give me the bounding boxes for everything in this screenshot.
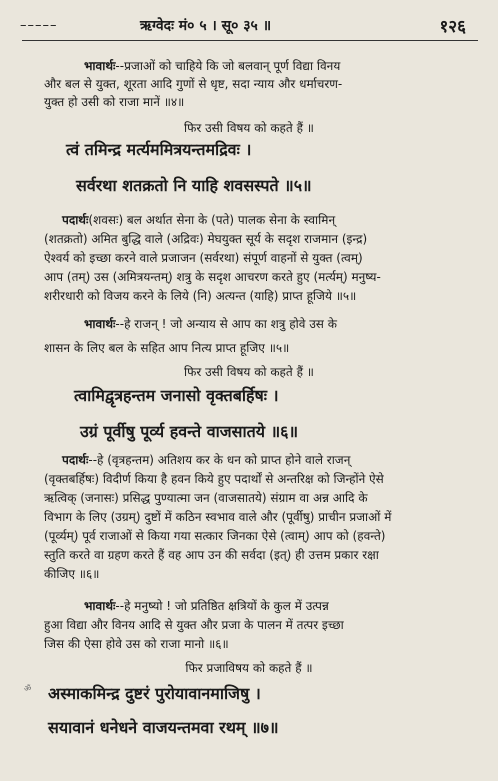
bhavartha-label: भावार्थः [84,59,116,73]
bhavartha-2-line-2: शासन के लिए बल के सहित आप नित्य प्राप्त हूजिए ॥५॥ [44,341,290,355]
padartha-2-line-4: विभाग के लिए (उग्रम्) दुष्टों में कठिन स्वभाव वाले और (पूर्वीषु) प्राचीन प्रजाओं में [44,510,392,524]
padartha-2-line-5: (पूर्व्यम्) पूर्व राजाओं से किया गया सत्कार जिनका ऐसे (त्वाम्) आप को (हवन्ते) [44,529,386,543]
bhavartha-1-line-1: भावार्थः--प्रजाओं को चाहिये कि जो बलवान् पूर्ण विद्या विनय [84,59,341,73]
padartha-2-line-1: पदार्थः--हे (वृत्रहन्तम) अतिशय कर के धन को प्राप्त होने वाले राजन् [62,453,351,467]
mantra-3-line-1: अस्माकमिन्द्र दुष्टरं पुरोयावानमाजिषु । [48,684,261,703]
bhavartha-label: भावार्थः [84,317,116,331]
bhavartha-3-line-1: भावार्थः--हे मनुष्यो ! जो प्रतिष्ठित क्षत्रियों के कुल में उत्पन्न [84,599,329,613]
bhavartha-3-line-3: जिस की ऐसा होवे उस को राजा मानो ॥६॥ [44,637,229,651]
mantra-2-line-2: उग्रं पूर्वीषु पूर्व्य हवन्ते वाजसातये ॥६॥ [80,422,299,441]
mantra-1-line-1: त्वं तमिन्द्र मर्त्यममित्रयन्तमद्रिवः । [66,140,252,159]
padartha-1-line-3: ऐश्वर्य को इच्छा करने वाले प्रजाजन (सर्वरथा) संपूर्ण वाहनों से युक्त (त्वम्) [44,251,363,265]
intro-line-2: फिर उसी विषय को कहते हैं ॥ [184,365,314,379]
padartha-2-line-7: कीजिए ॥६॥ [44,567,100,581]
margin-mark: ॐ [24,684,32,693]
header-dashes: ––––– [20,18,58,33]
mantra-3-line-2: सयावानं धनेधने वाजयन्तमवा रथम् ॥७॥ [48,718,279,737]
bhavartha-3-line-2: हुआ विद्या और विनय आदि से युक्त और प्रजा के पालन में तत्पर इच्छा [44,618,344,632]
header-rule [22,40,478,41]
padartha-label: पदार्थः [62,453,89,467]
bhavartha-2-line-1: भावार्थः--हे राजन् ! जो अन्याय से आप का शत्रु होवे उस के [84,317,337,331]
bhavartha-label: भावार्थः [84,599,116,613]
mantra-1-line-2: सर्वरथा शतक्रतो नि याहि शवसस्पते ॥५॥ [76,176,312,195]
padartha-2-line-3: ऋत्विक् (जनासः) प्रसिद्ध पुण्यात्मा जन (वाजसातये) संग्राम वा अन्न आदि के [44,491,368,505]
padartha-1-line-4: आप (तम्) उस (अमित्रयन्तम्) शत्रु के सदृश आचरण करते हुए (मर्त्यम्) मनुष्य- [44,270,381,284]
mantra-2-line-1: त्वामिद्वृत्रहन्तम जनासो वृक्तबर्हिषः । [74,386,279,405]
padartha-2-line-6: स्तुति करते वा ग्रहण करते हैं वह आप उन की सर्वदा (इत्) ही उत्तम प्रकार रक्षा [44,548,379,562]
padartha-1-line-2: (शतक्रतो) अमित बुद्धि वाले (अद्रिवः) मेघयुक्त सूर्य के सदृश राजमान (इन्द्र) [44,232,368,246]
running-title: ऋग्वेदः मं० ५ । सू० ३५ ॥ [140,18,272,34]
bhavartha-1-line-2: और बल से युक्त, शूरता आदि गुणों से धृष्ट, सदा न्याय और धर्माचरण- [44,77,343,91]
bhavartha-1-line-3: युक्त हो उसी को राजा मानें ॥४॥ [44,95,185,109]
page-number: १२६ [439,17,466,37]
intro-line-1: फिर उसी विषय को कहते हैं ॥ [184,121,314,135]
padartha-1-line-1: पदार्थः(शवसः) बल अर्थात सेना के (पते) पालक सेना के स्वामिन् [62,213,336,227]
padartha-2-line-2: (वृक्तबर्हिषः) विदीर्ण किया है हवन किये हुए पदार्थों से अन्तरिक्ष को जिन्होंने ऐसे [44,472,384,486]
padartha-label: पदार्थः [62,213,89,227]
intro-line-3: फिर प्रजाविषय को कहते हैं ॥ [185,661,313,675]
padartha-1-line-5: शरीरधारी को विजय करने के लिये (नि) अत्यन्त (याहि) प्राप्त हूजिये ॥५॥ [44,289,357,303]
